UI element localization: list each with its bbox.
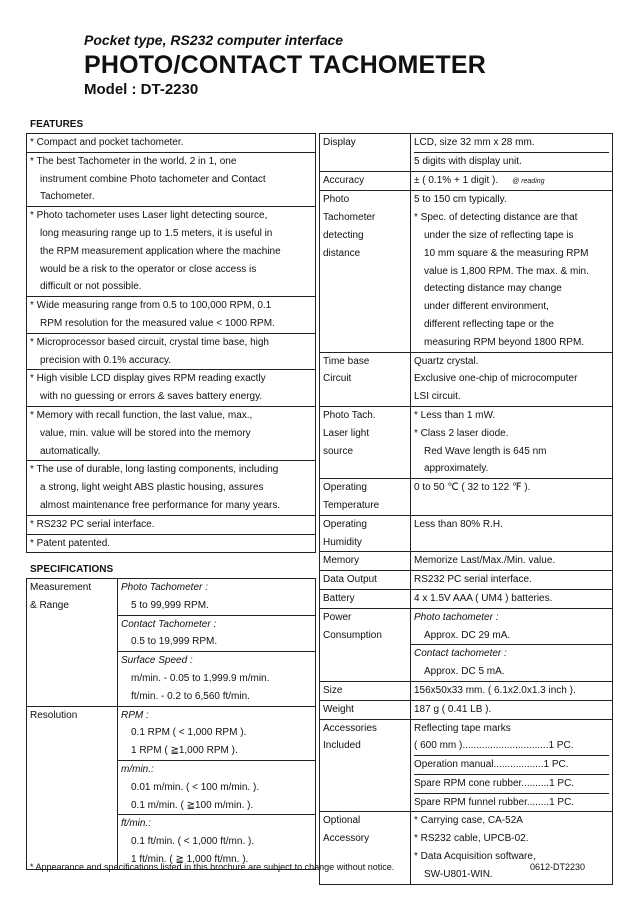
feature-item bbox=[27, 534, 316, 553]
timebase-value: Quartz crystal. Exclusive one-chip of microcomputer LSI circuit. bbox=[411, 352, 613, 406]
accessories-value: Reflecting tape marks ( 600 mm )...............................1 PC. Operation manual..................1 PC. Spare RPM cone rubber..........1 PC. Spare RPM funnel rubber........1 PC. bbox=[411, 719, 613, 812]
data-output-value: RS232 PC serial interface. bbox=[411, 571, 613, 590]
laser-source-value: * Less than 1 mW. * Class 2 laser diode. Red Wave length is 645 nm approximately. bbox=[411, 406, 613, 478]
feature-line: * Wide measuring range from 0.5 to 100,000 RPM, 0.1 bbox=[30, 300, 272, 312]
operating-temperature-label: Operating Temperature bbox=[320, 479, 411, 516]
resolution-ft-min: ft/min.: 0.1 ft/min. ( < 1,000 ft/mn. ). 1 ft/min. ( ≧ 1,000 ft/mn. ). bbox=[118, 815, 316, 869]
accuracy-value: ± ( 0.1% + 1 digit ). @ reading bbox=[411, 171, 613, 191]
model-number: Model : DT-2230 bbox=[84, 81, 199, 98]
feature-row bbox=[27, 297, 316, 334]
photo-tach-range: Photo Tachometer : 5 to 99,999 RPM. bbox=[118, 579, 316, 616]
feature-line: value, min. value will be stored into the memory bbox=[40, 427, 251, 439]
feature-line: * Patent patented. bbox=[30, 537, 111, 549]
display-label: Display bbox=[320, 134, 411, 172]
data-output-label: Data Output bbox=[320, 571, 411, 590]
feature-line: * High visible LCD display gives RPM reading exactly bbox=[30, 373, 266, 385]
specifications-table bbox=[26, 578, 316, 870]
feature-line: precision with 0.1% accuracy. bbox=[40, 354, 171, 366]
size-label: Size bbox=[320, 681, 411, 700]
measurement-range-label: Measurement & Range bbox=[27, 579, 118, 707]
feature-line: with no guessing or errors & saves battery energy. bbox=[40, 391, 263, 403]
feature-item bbox=[27, 152, 316, 206]
feature-line: difficult or not possible. bbox=[40, 281, 142, 293]
surface-speed-range: Surface Speed : m/min. - 0.05 to 1,999.9 m/min. ft/min. - 0.2 to 6,560 ft/min. bbox=[118, 652, 316, 706]
feature-item bbox=[27, 515, 316, 534]
feature-line: almost maintenance free performance for many years. bbox=[40, 499, 281, 511]
feature-item bbox=[27, 370, 316, 407]
operating-humidity-label: Operating Humidity bbox=[320, 515, 411, 552]
feature-line: * Microprocessor based circuit, crystal time base, high bbox=[30, 336, 269, 348]
feature-line: * Photo tachometer uses Laser light detecting source, bbox=[30, 210, 268, 222]
feature-line: long measuring range up to 1.5 meters, it is useful in bbox=[40, 227, 273, 239]
photo-distance-label: Photo Tachometer detecting distance bbox=[320, 191, 411, 352]
footer-note: * Appearance and specifications listed in this brochure are subject to change without notice. bbox=[30, 862, 395, 872]
memory-label: Memory bbox=[320, 552, 411, 571]
feature-row bbox=[27, 515, 316, 534]
specifications-heading: SPECIFICATIONS bbox=[30, 564, 114, 575]
power-consumption-value: Photo tachometer : Approx. DC 29 mA. Contact tachometer : Approx. DC 5 mA. bbox=[411, 608, 613, 681]
feature-line: would be a risk to the operator or close access is bbox=[40, 263, 257, 275]
optional-accessory-value: * Carrying case, CA-52A * RS232 cable, UPCB-02. * Data Acquisition software, SW-U801-WIN. bbox=[411, 812, 613, 884]
feature-line: instrument combine Photo tachometer and Contact bbox=[40, 173, 266, 185]
feature-line: the RPM measurement application where the machine bbox=[40, 245, 281, 257]
features-table bbox=[26, 133, 316, 553]
feature-line: a strong, light weight ABS plastic housing, assures bbox=[40, 482, 264, 494]
feature-item bbox=[27, 207, 316, 297]
weight-label: Weight bbox=[320, 700, 411, 719]
photo-distance-value: 5 to 150 cm typically. * Spec. of detecting distance are that under the size of reflecting tape is 10 mm square & the measuring RPM value is 1,800 RPM. The max. & min. detecting distance may change under different environment, different reflecting tape or the measuring RPM beyond 1800 RPM. bbox=[411, 191, 613, 352]
features-heading: FEATURES bbox=[30, 119, 84, 130]
resolution-rpm: RPM : 0.1 RPM ( < 1,000 RPM ). 1 RPM ( ≧1,000 RPM ). bbox=[118, 706, 316, 760]
page-title: PHOTO/CONTACT TACHOMETER bbox=[84, 51, 487, 79]
feature-row bbox=[27, 207, 316, 297]
feature-line: Tachometer. bbox=[40, 191, 95, 203]
subtitle: Pocket type, RS232 computer interface bbox=[84, 32, 344, 48]
laser-source-label: Photo Tach. Laser light source bbox=[320, 406, 411, 478]
feature-line: * RS232 PC serial interface. bbox=[30, 518, 155, 530]
timebase-label: Time base Circuit bbox=[320, 352, 411, 406]
feature-item bbox=[27, 333, 316, 370]
feature-row bbox=[27, 406, 316, 460]
contact-tach-range: Contact Tachometer : 0.5 to 19,999 RPM. bbox=[118, 615, 316, 652]
feature-row bbox=[27, 152, 316, 206]
size-value: 156x50x33 mm. ( 6.1x2.0x1.3 inch ). bbox=[411, 681, 613, 700]
feature-line: * Memory with recall function, the last value, max., bbox=[30, 409, 253, 421]
general-specs-table bbox=[319, 133, 613, 885]
feature-line: * The best Tachometer in the world. 2 in 1, one bbox=[30, 155, 237, 167]
feature-row bbox=[27, 461, 316, 515]
feature-row bbox=[27, 333, 316, 370]
feature-item bbox=[27, 134, 316, 153]
feature-line: automatically. bbox=[40, 445, 101, 457]
feature-row bbox=[27, 534, 316, 553]
feature-row bbox=[27, 370, 316, 407]
resolution-label: Resolution bbox=[27, 706, 118, 869]
battery-value: 4 x 1.5V AAA ( UM4 ) batteries. bbox=[411, 589, 613, 608]
feature-line: * Compact and pocket tachometer. bbox=[30, 137, 184, 148]
feature-line: * The use of durable, long lasting components, including bbox=[30, 464, 279, 476]
battery-label: Battery bbox=[320, 589, 411, 608]
power-consumption-label: Power Consumption bbox=[320, 608, 411, 681]
feature-row bbox=[27, 134, 316, 153]
operating-temperature-value: 0 to 50 ℃ ( 32 to 122 ℉ ). bbox=[411, 479, 613, 516]
operating-humidity-value: Less than 80% R.H. bbox=[411, 515, 613, 552]
feature-line: RPM resolution for the measured value < 1000 RPM. bbox=[40, 317, 275, 329]
feature-item bbox=[27, 406, 316, 460]
display-value: LCD, size 32 mm x 28 mm. 5 digits with display unit. bbox=[411, 134, 613, 172]
memory-value: Memorize Last/Max./Min. value. bbox=[411, 552, 613, 571]
optional-accessory-label: Optional Accessory bbox=[320, 812, 411, 884]
feature-item bbox=[27, 461, 316, 515]
document-code: 0612-DT2230 bbox=[530, 862, 586, 872]
accessories-label: Accessories Included bbox=[320, 719, 411, 812]
feature-item bbox=[27, 297, 316, 334]
weight-value: 187 g ( 0.41 LB ). bbox=[411, 700, 613, 719]
resolution-m-min: m/min.: 0.01 m/min. ( < 100 m/min. ). 0.1 m/min. ( ≧100 m/min. ). bbox=[118, 760, 316, 814]
accuracy-label: Accuracy bbox=[320, 171, 411, 191]
